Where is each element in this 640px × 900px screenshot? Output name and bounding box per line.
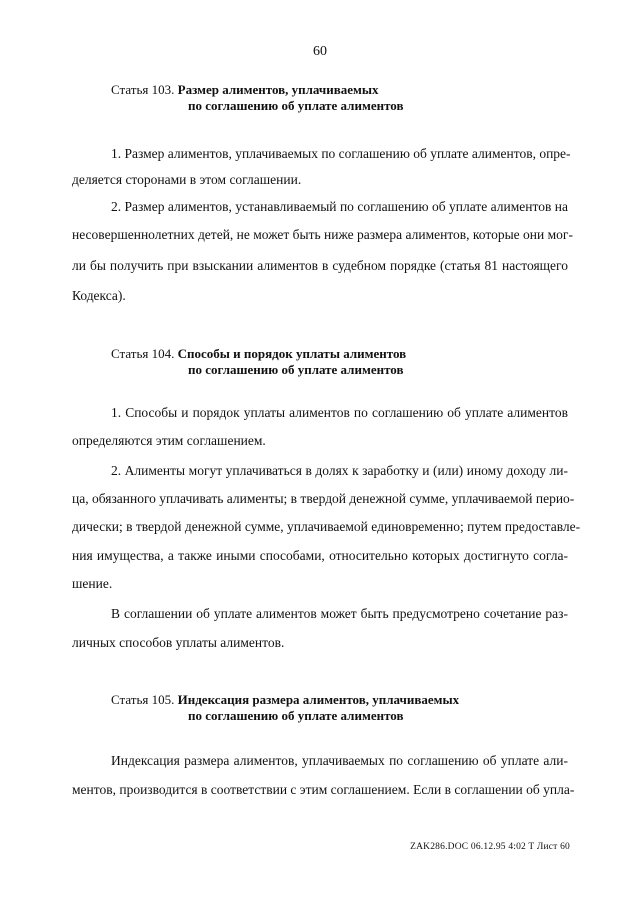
article-title-line1: Размер алиментов, уплачиваемых [177, 82, 379, 97]
page-number: 60 [313, 44, 327, 59]
article-heading-104 [111, 346, 406, 378]
text-line: ца, обязанного уплачивать алименты; в твердой денежной сумме, уплачиваемой перио- [72, 491, 575, 506]
article-number: Статья 103. [111, 82, 175, 97]
text-line: ментов, производится в соответствии с этим соглашением. Если в соглашении об упла- [72, 782, 575, 797]
article-number: Статья 105. [111, 692, 175, 707]
text-line: В соглашении об уплате алиментов может быть предусмотрено сочетание раз- [111, 606, 568, 621]
text-line: шение. [72, 576, 113, 591]
text-line: 2. Размер алиментов, устанавливаемый по соглашению об уплате алиментов на [111, 199, 568, 214]
text-line: дически; в твердой денежной сумме, уплачиваемой единовременно; путем предоставле- [72, 519, 581, 534]
text-line: 2. Алименты могут уплачиваться в долях к заработку и (или) иному доходу ли- [111, 463, 568, 478]
article-heading-103 [111, 82, 403, 114]
text-line: определяются этим соглашением. [72, 433, 266, 448]
text-line: деляется сторонами в этом соглашении. [72, 172, 302, 187]
article-title-line1: Индексация размера алиментов, уплачиваемых [177, 692, 460, 707]
text-line: несовершеннолетних детей, не может быть ниже размера алиментов, которые они мог- [72, 227, 573, 242]
article-heading-105 [111, 692, 459, 724]
text-line: 1. Способы и порядок уплаты алиментов по соглашению об уплате алиментов [111, 405, 568, 420]
article-title-line2: по соглашению об уплате алиментов [188, 98, 404, 113]
article-title-line2: по соглашению об уплате алиментов [188, 362, 404, 377]
article-title-line1: Способы и порядок уплаты алиментов [177, 346, 407, 361]
article-title-line2: по соглашению об уплате алиментов [188, 708, 404, 723]
text-line: ли бы получить при взыскании алиментов в судебном порядке (статья 81 настоящего [72, 258, 568, 273]
article-number: Статья 104. [111, 346, 175, 361]
text-line: личных способов уплаты алиментов. [72, 635, 285, 650]
text-line: 1. Размер алиментов, уплачиваемых по соглашению об уплате алиментов, опре- [111, 146, 571, 161]
text-line: Индексация размера алиментов, уплачиваемых по соглашению об уплате али- [111, 753, 568, 768]
text-line: ния имущества, а также иными способами, относительно которых достигнуто согла- [72, 548, 568, 563]
footer-document-id: ZAK286.DOC 06.12.95 4:02 T Лист 60 [410, 842, 570, 852]
text-line: Кодекса). [72, 288, 126, 303]
